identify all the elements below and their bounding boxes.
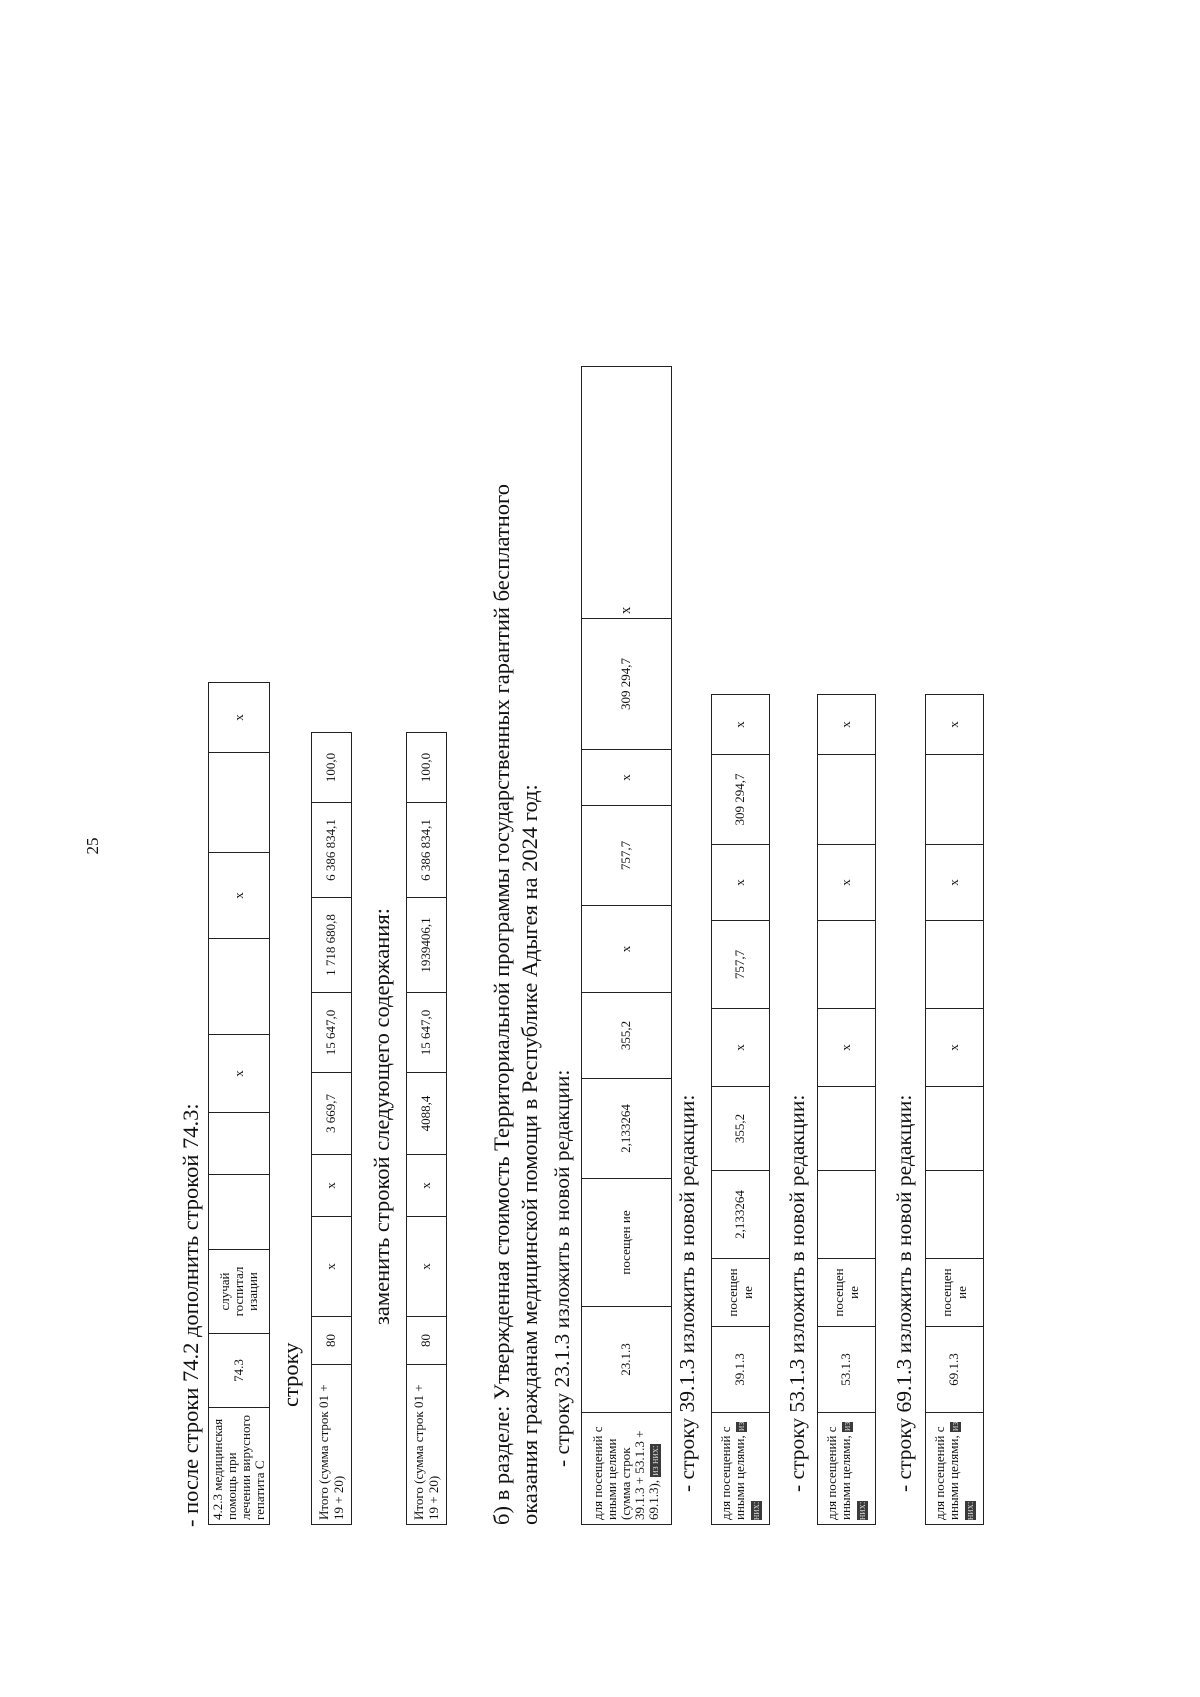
section-b-line2: оказания гражданам медицинской помощи в Республике Адыгея на 2024 год: (517, 784, 542, 1525)
cell: 15 647,0 (407, 993, 447, 1073)
cell: х (312, 1217, 352, 1317)
cell: 23.1.3 (582, 1307, 672, 1413)
row-39-table (711, 694, 770, 1525)
row-label (818, 1413, 876, 1525)
section-b-line1: б) в разделе: Утвержденная стоимость Территориальной программы государственных гарантий бесплатного (489, 484, 514, 1525)
cell: случай госпитал изации (209, 1250, 270, 1334)
row-label (712, 1413, 770, 1525)
cell (818, 755, 876, 845)
cell: 6 386 834,1 (312, 803, 352, 898)
cell: х (582, 367, 672, 619)
row-label (926, 1413, 984, 1525)
cell: Итого (сумма строк 01 + 19 + 20) (407, 1365, 447, 1525)
cell: х (407, 1217, 447, 1317)
cell: х (712, 845, 770, 921)
cell: 309 294,7 (582, 619, 672, 750)
row-23-heading: - строку 23.1.3 изложить в новой редакции: (550, 1069, 574, 1467)
cell (926, 1171, 984, 1259)
cell: 1 718 680,8 (312, 898, 352, 993)
cell: х (582, 906, 672, 993)
cell: х (926, 845, 984, 921)
itogo-row-table (311, 732, 352, 1525)
cell: 355,2 (712, 1087, 770, 1171)
replace-text: заменить строкой следующего содержания: (369, 908, 394, 1325)
cell (209, 939, 270, 1035)
cell: х (209, 1035, 270, 1113)
cell: 4088,4 (407, 1073, 447, 1155)
highlighted-text: из них: (650, 1445, 662, 1476)
cell: х (582, 750, 672, 806)
cell: 309 294,7 (712, 755, 770, 845)
highlighted-text: из них: (735, 1421, 762, 1520)
cell: посещен ие (712, 1259, 770, 1327)
cell: х (312, 1155, 352, 1217)
cell: 757,7 (712, 921, 770, 1009)
cell: 100,0 (407, 733, 447, 803)
cell: х (818, 845, 876, 921)
cell: 2,133264 (582, 1079, 672, 1179)
row-label-text: для посещений с иными целями, (717, 1426, 747, 1520)
row-53-table (817, 694, 876, 1525)
cell (926, 1087, 984, 1171)
cell: 74.3 (209, 1334, 270, 1408)
page-number: 25 (83, 837, 102, 855)
row-label-text: для посещений с иными целями, (823, 1426, 853, 1520)
word-stroku: строку (278, 1342, 303, 1407)
rotated-page-content (0, 77, 1200, 1697)
cell (818, 1171, 876, 1259)
cell: 4.2.3 медицинская помощь при лечении вирусного гепатита С (209, 1408, 270, 1525)
cell (926, 755, 984, 845)
cell: х (926, 1009, 984, 1087)
row-69-table (925, 694, 984, 1525)
cell: 757,7 (582, 806, 672, 906)
cell: посещен ие (582, 1179, 672, 1307)
cell (209, 1175, 270, 1250)
highlighted-text: из них: (841, 1421, 868, 1520)
cell: Итого (сумма строк 01 + 19 + 20) (312, 1365, 352, 1525)
cell: 355,2 (582, 993, 672, 1079)
cell: х (818, 695, 876, 755)
cell: посещен ие (926, 1259, 984, 1327)
row-label-text: для посещений с иными целями (сумма строк 39.1.3 + 53.1.3 + 69.1.3), (590, 1426, 662, 1520)
cell: х (926, 695, 984, 755)
cell: 100,0 (312, 733, 352, 803)
cell (818, 921, 876, 1009)
cell: х (209, 853, 270, 939)
highlighted-text: из них: (949, 1421, 976, 1520)
cell (209, 1113, 270, 1175)
cell (926, 921, 984, 1009)
section1-heading: - после строки 74.2 дополнить строкой 74.3: (178, 1103, 203, 1527)
cell: 15 647,0 (312, 993, 352, 1073)
cell: 6 386 834,1 (407, 803, 447, 898)
cell: 2,133264 (712, 1171, 770, 1259)
row-74-3-table (208, 682, 270, 1525)
cell: 69.1.3 (926, 1327, 984, 1413)
cell: посещен ие (818, 1259, 876, 1327)
row-53-heading: - строку 53.1.3 изложить в новой редакции: (785, 1094, 809, 1492)
cell: х (712, 1009, 770, 1087)
cell: х (818, 1009, 876, 1087)
row-39-heading: - строку 39.1.3 изложить в новой редакции: (675, 1094, 699, 1492)
cell: х (712, 695, 770, 755)
row-label (582, 1413, 672, 1525)
row-label-text: для посещений с иными целями, (931, 1426, 961, 1520)
itogo-new-row-table (406, 732, 447, 1525)
row-69-heading: - строку 69.1.3 изложить в новой редакции: (892, 1094, 916, 1492)
cell: х (209, 683, 270, 753)
row-23-table (581, 366, 672, 1525)
cell: 1939406,1 (407, 898, 447, 993)
cell (818, 1087, 876, 1171)
cell: 53.1.3 (818, 1327, 876, 1413)
cell (209, 753, 270, 853)
cell: 80 (407, 1317, 447, 1365)
cell: 39.1.3 (712, 1327, 770, 1413)
cell: х (407, 1155, 447, 1217)
cell: 80 (312, 1317, 352, 1365)
cell: 3 669,7 (312, 1073, 352, 1155)
